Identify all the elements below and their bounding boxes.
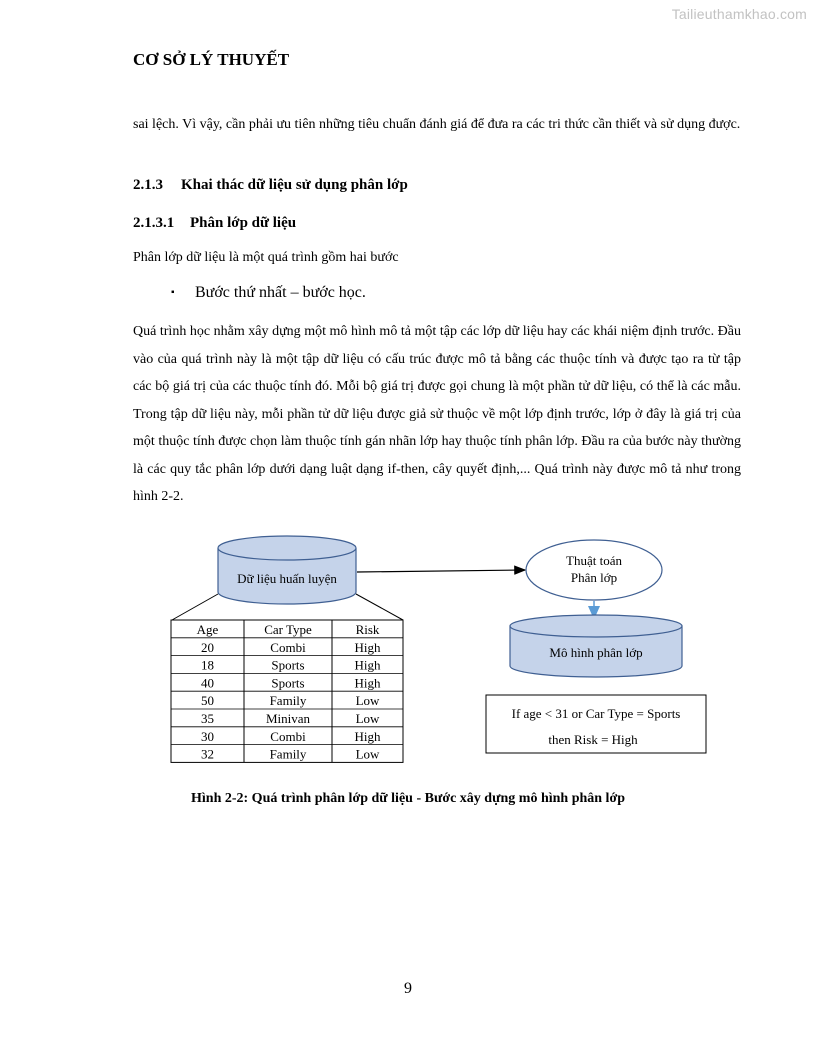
chapter-title: CƠ SỞ LÝ THUYẾT (133, 50, 290, 69)
subsection-title: Phân lớp dữ liệu (190, 215, 297, 231)
subsection-heading (133, 215, 296, 232)
training-data-table (171, 620, 403, 762)
table-cell: Combi (270, 728, 306, 744)
table-header-cell: Age (196, 622, 219, 637)
rule-line1: If age < 31 or Car Type = Sports (511, 706, 681, 721)
model-cylinder (510, 615, 682, 677)
section-title: Khai thác dữ liệu sử dụng phân lớp (181, 177, 408, 193)
subsection-number: 2.1.3.1 (133, 215, 175, 231)
table-cell: High (354, 728, 381, 744)
bullet-item (171, 284, 366, 302)
table-cell: Minivan (265, 711, 311, 726)
table-cell: Combi (270, 639, 306, 655)
training-data-label: Dữ liệu huấn luyện (237, 571, 337, 586)
table-header-cell: Car Type (264, 622, 312, 637)
table-cell: Sports (271, 657, 305, 673)
training-data-cylinder (218, 536, 356, 604)
table-cell: Family (269, 746, 307, 762)
table-cell: Low (355, 693, 380, 709)
table-cell: High (354, 675, 381, 691)
bullet-marker: ▪ (171, 287, 175, 298)
classification-figure (160, 532, 720, 772)
table-cell: 20 (201, 639, 214, 655)
intro-paragraph: sai lệch. Vì vậy, cần phải ưu tiên những tiêu chuẩn đánh giá để đưa ra các tri thức cần thiết và sử dụng được. (133, 117, 741, 132)
lead-paragraph: Phân lớp dữ liệu là một quá trình gồm hai bước (133, 250, 399, 265)
arrow-to-algorithm (357, 570, 525, 572)
model-label: Mô hình phân lớp (549, 645, 643, 660)
algorithm-ellipse (526, 540, 662, 600)
algorithm-label-line1: Thuật toán (566, 553, 622, 568)
table-cell: 32 (201, 746, 214, 762)
table-cell: High (354, 657, 381, 673)
algorithm-label-line2: Phân lớp (570, 570, 618, 585)
table-cell: 50 (201, 693, 214, 709)
page-number: 9 (404, 980, 412, 997)
table-cell: 40 (201, 675, 214, 691)
connector-left (172, 594, 218, 620)
bullet-text: Bước thứ nhất – bước học. (195, 284, 366, 301)
table-cell: Sports (271, 675, 305, 691)
section-number: 2.1.3 (133, 177, 163, 193)
watermark: Tailieuthamkhao.com (671, 6, 807, 22)
connector-right (356, 594, 403, 620)
table-cell: Low (355, 711, 380, 726)
figure-caption: Hình 2-2: Quá trình phân lớp dữ liệu - Bước xây dựng mô hình phân lớp (191, 791, 625, 806)
table-cell: 18 (201, 657, 214, 673)
table-cell: Low (355, 746, 380, 762)
table-cell: 35 (201, 711, 214, 726)
table-cell: Family (269, 693, 307, 709)
table-cell: High (354, 639, 381, 655)
table-header-cell: Risk (355, 622, 380, 637)
rule-line2: then Risk = High (548, 732, 638, 747)
rule-box (486, 695, 706, 753)
main-paragraph: Quá trình học nhằm xây dựng một mô hình mô tả một tập các lớp dữ liệu hay các khái niệm định trước. Đầu vào của quá trình này là một tập dữ liệu có cấu trúc được mô tả bằng các thuộc tính và được tạo ra từ tập các bộ giá trị của các thuộc tính đó. Mỗi bộ giá trị được gọi chung là một phần tử dữ liệu, có thể là các mẫu. Trong tập dữ liệu này, mỗi phần tử dữ liệu được giả sử thuộc về một lớp định trước, lớp ở đây là giá trị của một thuộc tính được chọn làm thuộc tính gán nhãn lớp hay thuộc tính phân lớp. Đầu ra của bước này thường là các quy tắc phân lớp dưới dạng luật dạng if-then, cây quyết định,... Quá trình này được mô tả như trong hình 2-2. (133, 324, 741, 504)
table-cell: 30 (201, 728, 214, 744)
section-heading (133, 177, 408, 194)
